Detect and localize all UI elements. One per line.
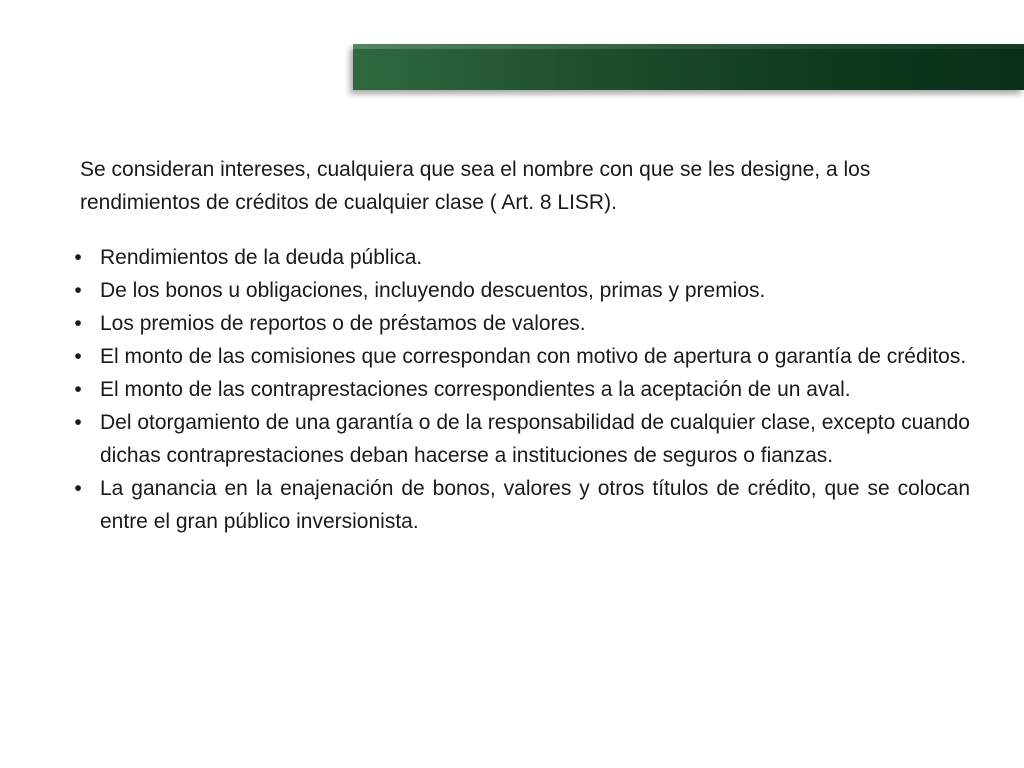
list-item — [74, 373, 970, 406]
list-item-text: El monto de las comisiones que correspondan con motivo de apertura o garantía de créditos. — [100, 345, 967, 368]
list-item — [74, 241, 970, 274]
list-item — [74, 307, 970, 340]
list-item-text: De los bonos u obligaciones, incluyendo descuentos, primas y premios. — [100, 279, 766, 302]
bullet-icon: • — [74, 279, 82, 302]
list-item — [74, 274, 970, 307]
bullet-icon: • — [74, 378, 82, 401]
bullet-icon: • — [74, 312, 82, 335]
intro-paragraph: Se consideran intereses, cualquiera que sea el nombre con que se les designe, a los rendimientos de créditos de cualquier clase ( Art. 8 LISR). — [80, 158, 871, 214]
list-item — [74, 406, 970, 472]
bullet-icon: • — [74, 246, 82, 269]
list-item-text: Del otorgamiento de una garantía o de la responsabilidad de cualquier clase, excepto cuando dichas contraprestaciones deban hacerse a instituciones de seguros o fianzas. — [100, 411, 970, 467]
list-item-text: Los premios de reportos o de préstamos de valores. — [100, 312, 586, 335]
header-accent-bar — [353, 44, 1024, 90]
list-item-text: La ganancia en la enajenación de bonos, valores y otros títulos de crédito, que se colocan entre el gran público inversionista. — [100, 477, 970, 533]
slide-content — [74, 153, 970, 538]
bullet-list — [74, 241, 970, 538]
list-item-text: Rendimientos de la deuda pública. — [100, 246, 423, 269]
bullet-icon: • — [74, 411, 82, 434]
bullet-icon: • — [74, 345, 82, 368]
list-item — [74, 340, 970, 373]
list-item-text: El monto de las contraprestaciones correspondientes a la aceptación de un aval. — [100, 378, 851, 401]
list-item — [74, 472, 970, 538]
bullet-icon: • — [74, 477, 82, 500]
